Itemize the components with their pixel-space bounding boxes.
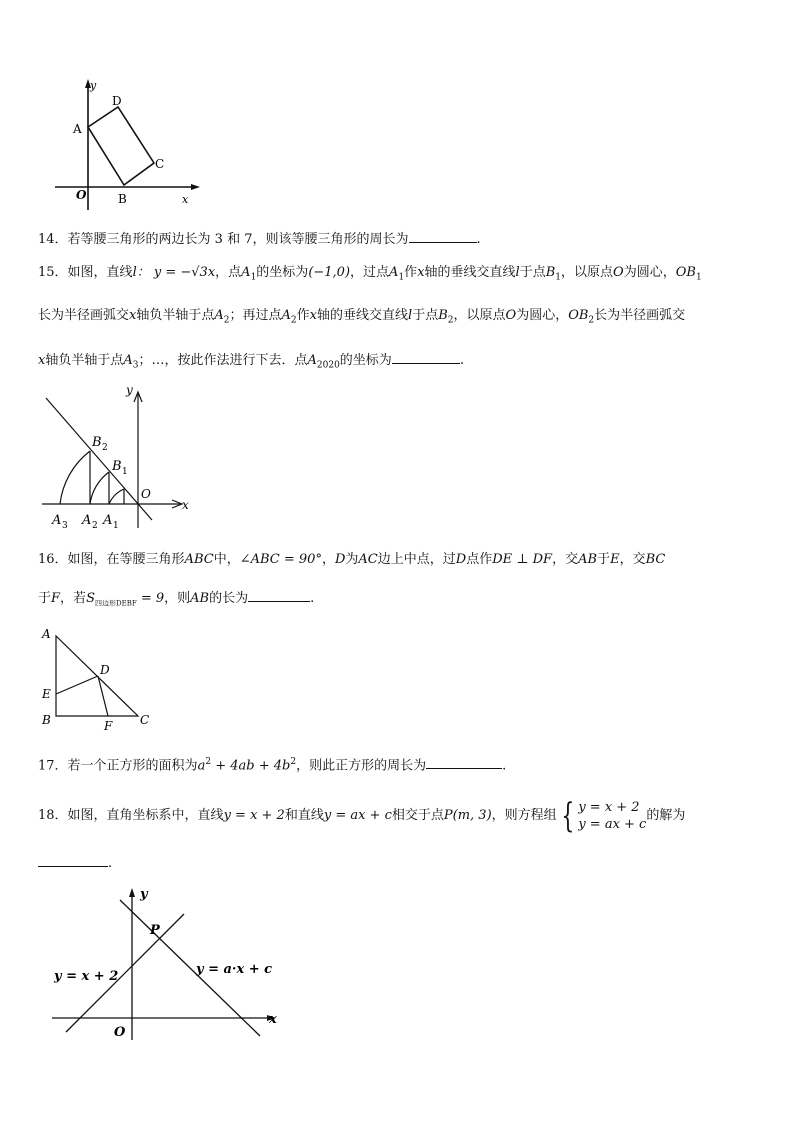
q14-end: . bbox=[476, 232, 481, 247]
q16-number: 16． bbox=[38, 552, 68, 567]
q15-l: l： bbox=[132, 265, 150, 280]
q16-text: 于 bbox=[38, 591, 52, 606]
q18-eq2: y = ax + c bbox=[323, 808, 392, 823]
fig2-a1-label: A bbox=[103, 513, 113, 528]
q15-b1: B bbox=[545, 265, 556, 280]
q16-text: ，交 bbox=[552, 552, 579, 567]
q15-text: 于点 bbox=[412, 308, 439, 323]
fig2-o-label: O bbox=[141, 487, 151, 501]
q15-b1-sub: 1 bbox=[555, 272, 562, 283]
fig1-o-label: O bbox=[76, 188, 87, 202]
fig3-b-label: B bbox=[42, 713, 51, 727]
q18-end: . bbox=[108, 856, 113, 871]
q16-text: ，若 bbox=[60, 591, 87, 606]
figure-arcs bbox=[40, 378, 200, 540]
q15-b2-sub: 2 bbox=[447, 315, 454, 326]
q18-text: 的解为 bbox=[646, 808, 686, 823]
fig4-p-label: P bbox=[150, 923, 160, 938]
fig1-c-label: C bbox=[155, 157, 165, 171]
q15-a3-sub: 3 bbox=[132, 360, 139, 371]
figure-two-lines bbox=[48, 880, 288, 1045]
q16-ab: AB bbox=[190, 591, 210, 606]
q15-a1-sub: 1 bbox=[250, 272, 257, 283]
q16-e: E bbox=[610, 552, 620, 567]
fig2-a3-sub: 3 bbox=[62, 521, 68, 531]
q18-system-eq2: y = ax + c bbox=[578, 816, 647, 832]
q17-text: ，则此正方形的周长为 bbox=[296, 758, 427, 774]
q15-x: x bbox=[129, 308, 137, 323]
fig4-x-label: x bbox=[269, 1012, 277, 1027]
q15-text: 轴的垂线交直线 bbox=[424, 265, 516, 280]
q14-number: 14． bbox=[38, 232, 68, 247]
q15-text: 长为半径画弧交 bbox=[594, 308, 686, 323]
q15-a2-sub: 2 bbox=[223, 315, 230, 326]
q15-text: 于点 bbox=[519, 265, 546, 280]
fig4-y-label: y bbox=[140, 887, 148, 902]
fig4-eq1-label: y = x + 2 bbox=[54, 969, 119, 984]
q16-text: ，交 bbox=[619, 552, 646, 567]
q16-d: D bbox=[334, 552, 346, 567]
fig2-a2-sub: 2 bbox=[92, 521, 98, 531]
q16-s: S bbox=[86, 591, 95, 606]
q15-text: ，点 bbox=[215, 265, 242, 280]
question-16-line-2 bbox=[38, 587, 314, 613]
q16-bc: BC bbox=[645, 552, 666, 567]
question-14 bbox=[38, 228, 481, 249]
q18-answer-blank[interactable] bbox=[38, 852, 108, 867]
q15-number: 15． bbox=[38, 265, 68, 280]
q14-text: 若等腰三角形的两边长为 3 和 7，则该等腰三角形的周长为 bbox=[67, 232, 409, 247]
q17-end: . bbox=[502, 758, 507, 774]
q18-eq1: y = x + 2 bbox=[223, 808, 285, 823]
q16-text: 中， bbox=[213, 552, 240, 567]
q15-a2-sub: 2 bbox=[290, 315, 297, 326]
fig2-y-label: y bbox=[126, 383, 133, 397]
figure-rectangle-axes bbox=[50, 75, 210, 215]
q16-text: 为 bbox=[345, 552, 359, 567]
question-18-line-2 bbox=[38, 852, 112, 873]
fig1-y-label: y bbox=[90, 79, 97, 92]
q15-text: 轴负半轴于点 bbox=[136, 308, 215, 323]
q15-a3: A bbox=[123, 353, 133, 368]
question-15-line-1 bbox=[38, 264, 702, 287]
q15-text: ，以原点 bbox=[561, 265, 614, 280]
q15-x: x bbox=[38, 353, 46, 368]
fig2-a3-label: A bbox=[52, 513, 62, 528]
q17-answer-blank[interactable] bbox=[426, 754, 502, 769]
q15-text: 的坐标为 bbox=[339, 353, 392, 368]
q17-expr: a bbox=[197, 758, 206, 774]
q15-text: ，过点 bbox=[350, 265, 390, 280]
q18-text: 如图，直角坐标系中，直线 bbox=[67, 808, 224, 823]
q16-text: ，则 bbox=[164, 591, 191, 606]
fig1-a-label: A bbox=[73, 122, 82, 136]
q15-ob1-sub: 1 bbox=[695, 272, 702, 283]
q16-s-sub: 四边形DEBF bbox=[94, 599, 137, 608]
q15-a2020-sub: 2020 bbox=[316, 360, 340, 371]
q15-a1: A bbox=[241, 265, 251, 280]
q14-answer-blank[interactable] bbox=[409, 228, 477, 243]
q15-text: ；…，按此作法进行下去．点 bbox=[138, 353, 308, 368]
q16-abc: ABC bbox=[184, 552, 214, 567]
q16-end: . bbox=[310, 591, 315, 606]
fig3-d-label: D bbox=[100, 663, 110, 677]
q15-x: x bbox=[417, 265, 425, 280]
q15-a2020: A bbox=[307, 353, 317, 368]
fig1-d-label: D bbox=[112, 94, 122, 108]
q15-a2: A bbox=[214, 308, 224, 323]
fig3-e-label: E bbox=[42, 687, 51, 701]
q16-ab: AB bbox=[578, 552, 598, 567]
q17-expr: + 4ab + 4b bbox=[211, 758, 291, 774]
q15-text: 为圆心， bbox=[623, 265, 676, 280]
q15-end: . bbox=[459, 353, 464, 368]
q16-d: D bbox=[455, 552, 467, 567]
fig4-eq2-label: y = a·x + c bbox=[196, 962, 273, 977]
question-15-line-3 bbox=[38, 349, 464, 375]
q18-point: P(m, 3) bbox=[443, 808, 492, 823]
q15-o: O bbox=[613, 265, 624, 280]
q16-text: 如图，在等腰三角形 bbox=[67, 552, 185, 567]
q15-text: 为圆心， bbox=[516, 308, 569, 323]
q15-l: l bbox=[408, 308, 413, 323]
q16-s-eq: = 9 bbox=[136, 591, 165, 606]
q15-b2: B bbox=[438, 308, 448, 323]
q16-answer-blank[interactable] bbox=[248, 587, 310, 602]
q15-line-eq: y = −√3x bbox=[153, 265, 216, 280]
q15-coord: (−1,0) bbox=[308, 265, 351, 280]
q16-perp: DE ⊥ DF bbox=[492, 552, 553, 567]
question-17: 17．若一个正方形的面积为$a^2 + 4ab + 4b^2$，则此正方形的周长为 . bbox=[38, 753, 506, 775]
q18-brace: { bbox=[561, 795, 574, 836]
q15-text: 作 bbox=[404, 265, 418, 280]
q16-ac: AC bbox=[358, 552, 378, 567]
q15-o: O bbox=[505, 308, 517, 323]
q15-a1: A bbox=[389, 265, 399, 280]
fig3-a-label: A bbox=[42, 627, 51, 641]
q18-text: ，则方程组 bbox=[491, 808, 557, 823]
q15-text: 的坐标为 bbox=[256, 265, 309, 280]
q15-text: 长为半径画弧交 bbox=[38, 308, 130, 323]
fig2-b2-sub: 2 bbox=[102, 443, 108, 453]
fig1-b-label: B bbox=[118, 192, 127, 206]
fig2-b1-label: B bbox=[112, 459, 122, 474]
q16-text: 于 bbox=[597, 552, 611, 567]
fig2-b1-sub: 1 bbox=[122, 467, 128, 477]
q15-text: ；再过点 bbox=[229, 308, 282, 323]
q15-text: 轴负半轴于点 bbox=[45, 353, 124, 368]
q17-number: 17． bbox=[38, 758, 68, 774]
q18-text: 和直线 bbox=[284, 808, 324, 823]
q16-text: 的长为 bbox=[209, 591, 249, 606]
q16-text: ， bbox=[321, 552, 335, 567]
q18-text: 相交于点 bbox=[391, 808, 444, 823]
fig2-x-label: x bbox=[182, 498, 189, 512]
figure-triangle bbox=[38, 624, 158, 732]
q15-ob1: OB bbox=[675, 265, 696, 280]
fig3-c-label: C bbox=[140, 713, 150, 727]
q16-text: 点作 bbox=[466, 552, 493, 567]
fig1-x-label: x bbox=[182, 193, 189, 206]
q16-f: F bbox=[51, 591, 61, 606]
q16-angle: ∠ABC = 90° bbox=[239, 552, 322, 567]
q18-system-eq1: y = x + 2 bbox=[578, 799, 640, 815]
q17-text: 若一个正方形的面积为 bbox=[67, 758, 198, 774]
q15-text: 如图，直线 bbox=[67, 265, 133, 280]
q16-text: 边上中点，过 bbox=[377, 552, 456, 567]
q18-system bbox=[578, 799, 646, 833]
q15-a2: A bbox=[281, 308, 291, 323]
q15-text: 轴的垂线交直线 bbox=[317, 308, 409, 323]
q15-a1-sub: 1 bbox=[398, 272, 405, 283]
q15-l: l bbox=[515, 265, 520, 280]
fig3-f-label: F bbox=[104, 719, 113, 732]
q15-answer-blank[interactable] bbox=[392, 349, 460, 364]
q15-ob2-sub: 2 bbox=[588, 315, 595, 326]
q15-text: 作 bbox=[296, 308, 310, 323]
fig4-o-label: O bbox=[114, 1025, 126, 1040]
question-18-line-1 bbox=[38, 796, 685, 836]
q15-text: ，以原点 bbox=[453, 308, 506, 323]
fig2-a2-label: A bbox=[82, 513, 92, 528]
fig2-b2-label: B bbox=[92, 435, 102, 450]
question-15-line-2 bbox=[38, 307, 685, 330]
q15-x: x bbox=[309, 308, 317, 323]
question-16-line-1 bbox=[38, 551, 665, 569]
q15-ob2: OB bbox=[568, 308, 589, 323]
fig2-a1-sub: 1 bbox=[113, 521, 119, 531]
q18-number: 18． bbox=[38, 808, 68, 823]
